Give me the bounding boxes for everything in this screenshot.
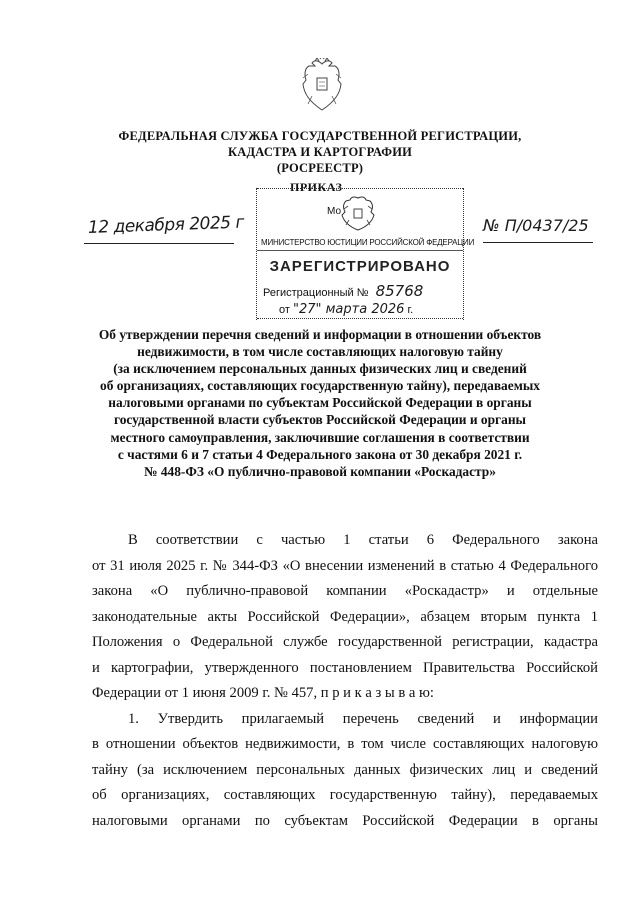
date-underline <box>84 243 234 244</box>
order-number-block <box>483 212 603 246</box>
from-label: от <box>279 304 290 316</box>
title-line: государственной власти субъектов Российской Федерации и органы <box>113 412 527 428</box>
title-line: об организациях, составляющих государственную тайну), передаваемых <box>100 378 540 394</box>
document-body <box>92 528 598 834</box>
stamp-fragment-text: Мо <box>327 206 342 217</box>
stamp-coat-of-arms-icon <box>339 194 377 232</box>
stamp-divider <box>257 250 463 251</box>
body-line: Положения о Федеральной службе государственной регистрации, кадастра <box>92 634 598 650</box>
russian-coat-of-arms-icon <box>300 58 344 114</box>
org-line: КАДАСТРА И КАРТОГРАФИИ <box>227 145 413 159</box>
reg-label: Регистрационный № <box>263 287 369 299</box>
registration-stamp <box>256 188 475 320</box>
title-line: № 448-ФЗ «О публично-правовой компании «Роскадастр» <box>144 463 496 479</box>
stamp-registration-number <box>263 282 423 300</box>
body-line: от 31 июля 2025 г. № 344-ФЗ «О внесении изменений в статью 4 Федерального <box>92 557 598 574</box>
stamp-ministry: МИНИСТЕРСТВО ЮСТИЦИИ РОССИЙСКОЙ ФЕДЕРАЦИИ <box>261 238 475 247</box>
title-line: местного самоуправления, заключившие соглашения в соответствии <box>110 429 530 445</box>
body-line: Федерации от 1 июня 2009 г. № 457, п р и к а з ы в а ю: <box>92 685 434 701</box>
from-suffix: г. <box>407 304 414 316</box>
body-line: законодательные акты Российской Федерации», абзацем вторым пункта 1 <box>92 608 598 625</box>
org-line: ФЕДЕРАЛЬНАЯ СЛУЖБА ГОСУДАРСТВЕННОЙ РЕГИСТРАЦИИ, <box>118 129 522 143</box>
title-line: с частями 6 и 7 статьи 4 Федерального закона от 30 декабря 2021 г. <box>117 446 523 462</box>
order-number: № П/0437/25 <box>483 216 589 235</box>
order-date: 12 декабря 2025 г <box>87 212 245 238</box>
body-line: об организациях, составляющих государственную тайну), передаваемых <box>92 787 598 803</box>
stamp-top-border <box>257 188 463 190</box>
body-line: В соответствии с частью 1 статьи 6 Федерального закона <box>128 532 598 548</box>
body-line: закона «О публично-правовой компании «Роскадастр» и отдельные <box>92 583 598 599</box>
body-line: в отношении объектов недвижимости, в том числе составляющих налоговую <box>92 736 598 752</box>
title-line: Об утверждении перечня сведений и информации в отношении объектов <box>98 327 542 342</box>
document-title <box>60 326 580 480</box>
stamp-bottom-border <box>257 318 463 320</box>
body-line: и картографии, утвержденного постановлением Правительства Российской <box>92 659 598 676</box>
from-date: "27" марта 2026 <box>292 302 405 317</box>
number-underline <box>483 242 593 243</box>
title-line: недвижимости, в том числе составляющих налоговую тайну <box>137 344 503 360</box>
stamp-registration-date <box>279 302 413 317</box>
title-line: (за исключением персональных данных физических лиц и сведений <box>113 361 527 377</box>
reg-number: 85768 <box>375 282 424 300</box>
org-line: (РОСРЕЕСТР) <box>276 161 364 175</box>
body-line: 1. Утвердить прилагаемый перечень сведений и информации <box>128 710 598 727</box>
organization-name <box>90 128 550 176</box>
document-type: ПРИКАЗ <box>290 180 343 194</box>
stamp-registered: ЗАРЕГИСТРИРОВАНО <box>269 258 451 275</box>
body-line: налоговыми органами по субъектам Российской Федерации в органы <box>92 812 598 829</box>
body-line: тайну (за исключением персональных данных физических лиц и сведений <box>92 761 598 778</box>
title-line: налоговыми органами по субъектам Российской Федерации в органы <box>108 395 532 411</box>
